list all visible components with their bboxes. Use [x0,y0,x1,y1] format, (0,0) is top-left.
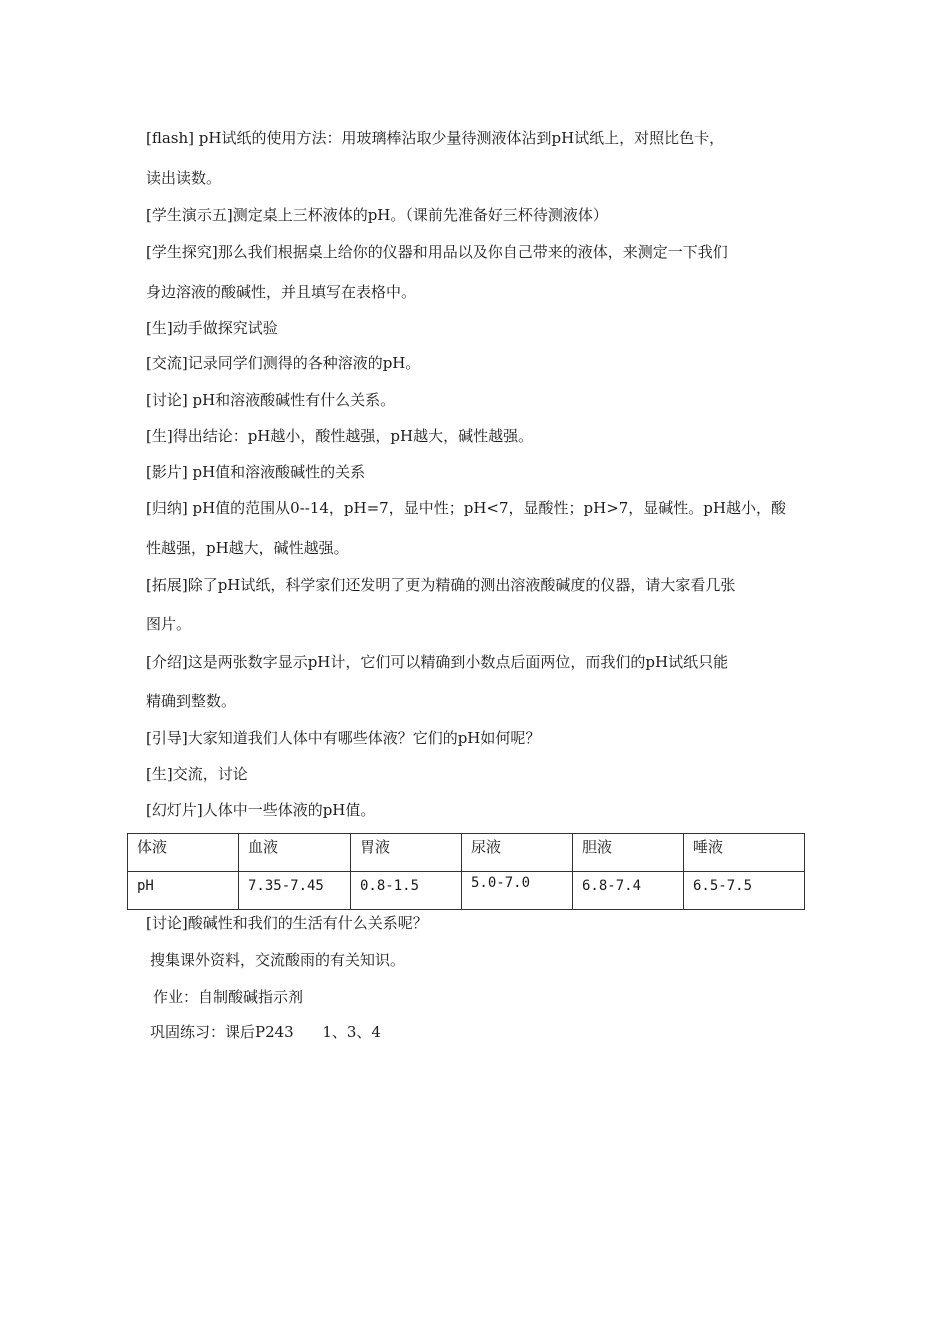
paragraph-student-inquiry: [学生探究]那么我们根据桌上给你的仪器和用品以及你自己带来的液体，来测定一下我们 [146,243,728,261]
paragraph-introduction: [介绍]这是两张数字显示pH计，它们可以精确到小数点后面两位，而我们的pH试纸只能 [146,653,729,671]
table-header-cell: 唾液 [684,834,805,872]
paragraph-discussion: [讨论] pH和溶液酸碱性有什么关系。 [146,391,396,409]
table-header-row [128,834,805,872]
table-cell-value: 5.0-7.0 [462,872,573,910]
paragraph-hands-on: [生]动手做探究试验 [146,319,278,337]
table-cell-label: pH [128,872,239,910]
paragraph-summary: [归纳] pH值的范围从0--14，pH=7，显中性；pH<7，显酸性；pH>7，显碱性。pH越小，酸 [146,499,786,517]
table-row [128,872,805,910]
paragraph-discussion-life: [讨论]酸碱性和我们的生活有什么关系呢？ [146,914,428,932]
paragraph-introduction-cont: 精确到整数。 [146,692,237,710]
table-header-cell: 尿液 [462,834,573,872]
table-header-cell: 胆液 [573,834,684,872]
paragraph-summary-cont: 性越强，pH越大，碱性越强。 [146,539,349,557]
paragraph-flash-method: [flash] pH试纸的使用方法：用玻璃棒沾取少量待测液体沾到pH试纸上，对照比色卡， [146,129,725,147]
paragraph-extension-cont: 图片。 [146,615,192,633]
table-cell-value: 6.8-7.4 [573,872,684,910]
paragraph-slide: [幻灯片]人体中一些体液的pH值。 [146,801,376,819]
table-cell-value: 7.35-7.45 [239,872,351,910]
paragraph-student-discuss: [生]交流，讨论 [146,765,248,783]
paragraph-acid-rain: 搜集课外资料，交流酸雨的有关知识。 [150,951,406,969]
table-header-cell: 胃液 [351,834,462,872]
paragraph-extension: [拓展]除了pH试纸，科学家们还发明了更为精确的测出溶液酸碱度的仪器，请大家看几张 [146,576,736,594]
table-header-cell: 血液 [239,834,351,872]
body-fluid-ph-table [127,833,805,910]
paragraph-student-inquiry-cont: 身边溶液的酸碱性，并且填写在表格中。 [146,283,417,301]
table-cell-value: 0.8-1.5 [351,872,462,910]
paragraph-film: [影片] pH值和溶液酸碱性的关系 [146,463,366,481]
paragraph-flash-method-cont: 读出读数。 [146,169,222,187]
paragraph-student-demo: [学生演示五]测定桌上三杯液体的pH。（课前先准备好三杯待测液体） [146,206,608,224]
table-cell-value: 6.5-7.5 [684,872,805,910]
paragraph-exchange: [交流]记录同学们测得的各种溶液的pH。 [146,354,421,372]
paragraph-homework: 作业：自制酸碱指示剂 [153,988,304,1006]
paragraph-practice: 巩固练习：课后P243 1、3、4 [150,1023,381,1041]
table-header-cell: 体液 [128,834,239,872]
paragraph-conclusion: [生]得出结论：pH越小，酸性越强，pH越大，碱性越强。 [146,427,534,445]
paragraph-guide: [引导]大家知道我们人体中有哪些体液？它们的pH如何呢？ [146,729,541,747]
